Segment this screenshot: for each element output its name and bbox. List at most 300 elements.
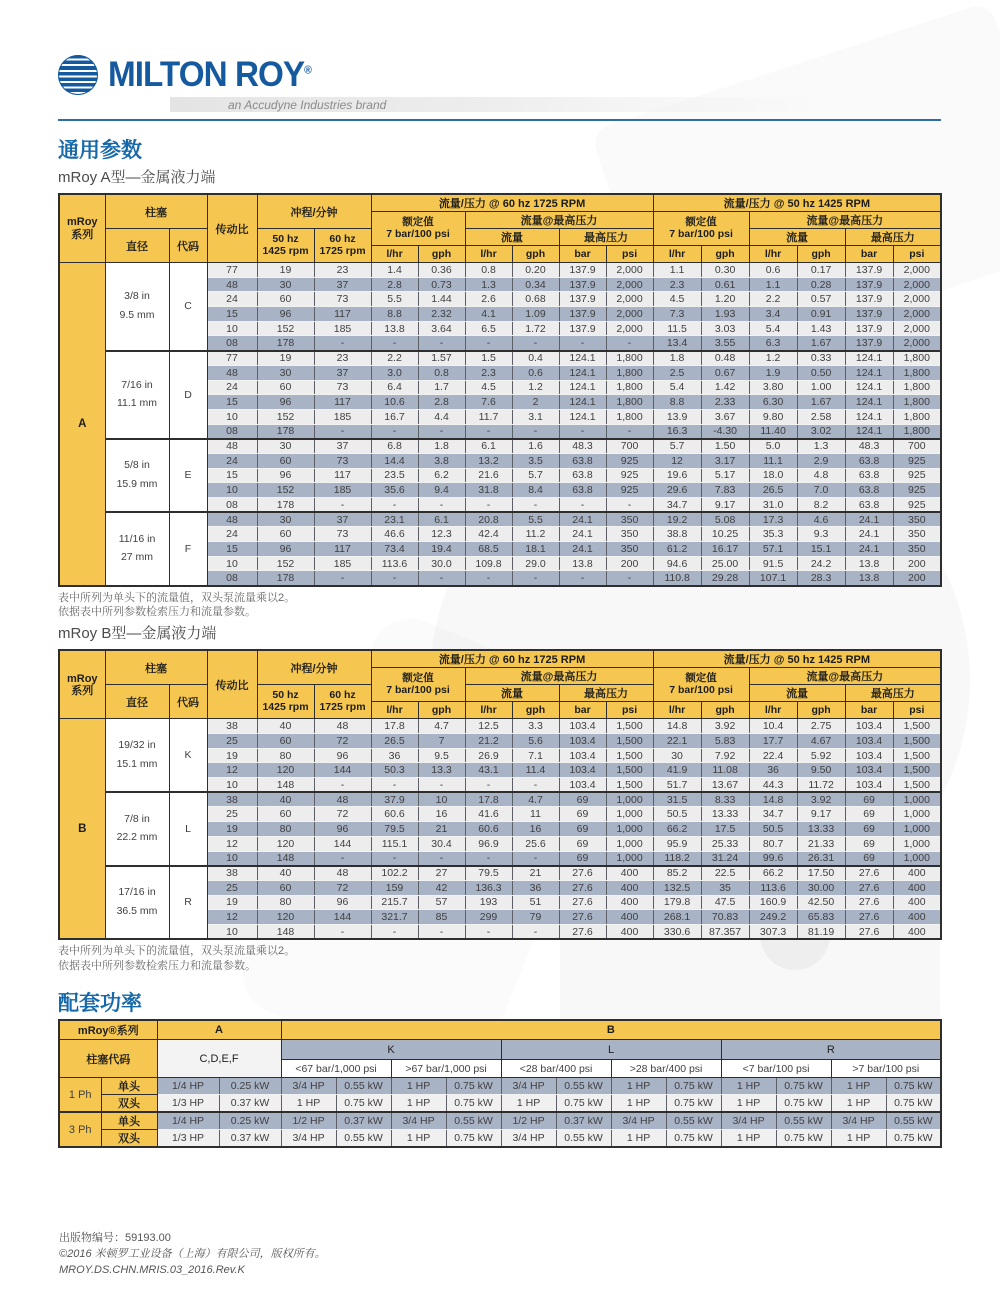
spec-data-cell: 12 bbox=[207, 910, 257, 925]
spec-data-cell: 178 bbox=[257, 571, 314, 586]
col-header-rated-value: 额定值 7 bar/100 psi bbox=[653, 212, 749, 246]
spec-data-cell: 3.5 bbox=[512, 453, 559, 468]
col-header-strokes-per-minute: 冲程/分钟 bbox=[257, 650, 371, 685]
spec-data-cell: 0.61 bbox=[701, 277, 749, 292]
spec-data-cell: 30.4 bbox=[418, 836, 465, 851]
spec-data-cell: 26.5 bbox=[749, 483, 797, 498]
power-data-cell: 0.25 kW bbox=[219, 1078, 281, 1095]
spec-data-cell: 103.4 bbox=[559, 763, 606, 778]
spec-data-cell: 27.6 bbox=[845, 866, 893, 881]
spec-data-cell: 152 bbox=[257, 409, 314, 424]
head-type-cell: 单头 bbox=[101, 1112, 157, 1130]
spec-data-cell: 63.8 bbox=[559, 483, 606, 498]
spec-data-cell: - bbox=[465, 498, 512, 513]
spec-data-cell: 10 bbox=[418, 792, 465, 807]
col-header-flow-at-max-pressure: 流量@最高压力 bbox=[465, 668, 653, 685]
spec-data-cell: 51.7 bbox=[653, 778, 701, 793]
spec-data-cell: 1.72 bbox=[512, 321, 559, 336]
col-header-max-pressure: 最高压力 bbox=[559, 229, 653, 246]
spec-data-cell: 0.4 bbox=[512, 351, 559, 366]
spec-data-cell: 1.57 bbox=[418, 351, 465, 366]
col-header-ratio: 传动比 bbox=[207, 650, 257, 719]
spec-data-cell: 69 bbox=[845, 851, 893, 866]
spec-data-cell: 24.1 bbox=[559, 512, 606, 527]
col-header-unit: l/hr bbox=[653, 246, 701, 263]
spec-data-cell: 14.4 bbox=[371, 453, 418, 468]
spec-data-cell: - bbox=[606, 498, 653, 513]
power-table-row bbox=[59, 1112, 941, 1130]
col-header-unit: psi bbox=[893, 246, 941, 263]
spec-data-cell: 1.44 bbox=[418, 292, 465, 307]
spec-data-cell: 3.80 bbox=[749, 380, 797, 395]
col-header-max-pressure: 最高压力 bbox=[845, 685, 941, 702]
spec-data-cell: - bbox=[559, 336, 606, 351]
spec-data-cell: 19 bbox=[207, 748, 257, 763]
spec-data-cell: 6.8 bbox=[371, 439, 418, 454]
spec-data-cell: 200 bbox=[606, 556, 653, 571]
spec-data-cell: 13.8 bbox=[559, 556, 606, 571]
spec-data-cell: 1,800 bbox=[606, 395, 653, 410]
spec-data-cell: 400 bbox=[606, 924, 653, 939]
spec-data-cell: 38 bbox=[207, 792, 257, 807]
footnote-line: 依据表中所列参数检索压力和流量参数。 bbox=[58, 959, 256, 972]
col-header-unit: l/hr bbox=[465, 702, 512, 719]
spec-data-cell: 66.2 bbox=[749, 866, 797, 881]
mroy-a-spec-table bbox=[58, 193, 942, 587]
spec-data-cell: 13.33 bbox=[797, 822, 845, 837]
spec-data-cell: 2,000 bbox=[606, 263, 653, 278]
col-header-rated-value: 额定值 7 bar/100 psi bbox=[371, 668, 465, 702]
spec-data-cell: 117 bbox=[314, 468, 371, 483]
power-header-series: mRoy®系列 bbox=[59, 1020, 157, 1040]
spec-data-cell: 12.3 bbox=[418, 527, 465, 542]
plunger-diameter-cell: 5/8 in 15.9 mm bbox=[105, 439, 169, 512]
spec-data-cell: - bbox=[371, 924, 418, 939]
spec-data-cell: 0.48 bbox=[701, 351, 749, 366]
spec-data-cell: 148 bbox=[257, 851, 314, 866]
spec-data-cell: 27.6 bbox=[559, 910, 606, 925]
spec-data-cell: 26.31 bbox=[797, 851, 845, 866]
spec-data-cell: 8.2 bbox=[797, 498, 845, 513]
spec-data-cell: 7.3 bbox=[653, 307, 701, 322]
spec-data-cell: 29.0 bbox=[512, 556, 559, 571]
spec-data-cell: 1.4 bbox=[371, 263, 418, 278]
registered-mark: ® bbox=[304, 64, 311, 77]
power-data-cell: 0.75 kW bbox=[666, 1130, 721, 1148]
spec-data-cell: 48 bbox=[207, 512, 257, 527]
col-header-rated-value: 额定值 7 bar/100 psi bbox=[371, 212, 465, 246]
power-data-cell: 1 HP bbox=[281, 1095, 336, 1113]
spec-data-cell: 185 bbox=[314, 556, 371, 571]
spec-data-cell: 27.6 bbox=[845, 880, 893, 895]
col-header-unit: gph bbox=[418, 702, 465, 719]
spec-data-cell: 41.6 bbox=[465, 807, 512, 822]
power-header-pressure-range: >67 bar/1,000 psi bbox=[391, 1060, 501, 1078]
spec-data-cell: 27.6 bbox=[845, 910, 893, 925]
spec-data-cell: 7.92 bbox=[701, 748, 749, 763]
spec-data-cell: - bbox=[314, 424, 371, 439]
spec-data-cell: 1,800 bbox=[606, 351, 653, 366]
spec-data-cell: 1.6 bbox=[512, 439, 559, 454]
spec-data-cell: 330.6 bbox=[653, 924, 701, 939]
spec-data-cell: 6.5 bbox=[465, 321, 512, 336]
spec-data-cell: 1,800 bbox=[893, 409, 941, 424]
spec-data-cell: - bbox=[314, 498, 371, 513]
spec-data-cell: 400 bbox=[606, 895, 653, 910]
spec-data-cell: 1,800 bbox=[893, 424, 941, 439]
spec-data-cell: 1,000 bbox=[893, 807, 941, 822]
spec-data-cell: - bbox=[314, 778, 371, 793]
spec-data-cell: 0.8 bbox=[418, 365, 465, 380]
spec-data-cell: - bbox=[465, 336, 512, 351]
col-header-flow: 流量 bbox=[465, 685, 559, 702]
spec-data-cell: 16.17 bbox=[701, 542, 749, 557]
col-header-code: 代码 bbox=[169, 685, 207, 719]
spec-data-cell: 1.00 bbox=[797, 380, 845, 395]
col-header-series: mRoy 系列 bbox=[59, 650, 105, 719]
col-header-rated-value: 额定值 7 bar/100 psi bbox=[653, 668, 749, 702]
spec-data-cell: 15 bbox=[207, 395, 257, 410]
spec-data-cell: 6.2 bbox=[418, 468, 465, 483]
spec-data-cell: 159 bbox=[371, 880, 418, 895]
spec-data-cell: 10.4 bbox=[749, 719, 797, 734]
spec-data-cell: 23 bbox=[314, 263, 371, 278]
spec-data-cell: 96.9 bbox=[465, 836, 512, 851]
spec-data-cell: - bbox=[512, 336, 559, 351]
spec-data-cell: 72 bbox=[314, 880, 371, 895]
spec-data-cell: - bbox=[606, 571, 653, 586]
spec-table-row bbox=[59, 512, 941, 527]
spec-data-cell: 47.5 bbox=[701, 895, 749, 910]
power-header-pressure-range: <7 bar/100 psi bbox=[721, 1060, 831, 1078]
spec-data-cell: 30.00 bbox=[797, 880, 845, 895]
power-header-codes-cdef: C,D,E,F bbox=[157, 1040, 281, 1078]
spec-data-cell: 124.1 bbox=[845, 351, 893, 366]
spec-data-cell: 28.3 bbox=[797, 571, 845, 586]
spec-data-cell: - bbox=[559, 571, 606, 586]
spec-data-cell: 11.7 bbox=[465, 409, 512, 424]
spec-data-cell: 8.8 bbox=[653, 395, 701, 410]
spec-data-cell: 1,500 bbox=[606, 763, 653, 778]
spec-data-cell: 91.5 bbox=[749, 556, 797, 571]
spec-data-cell: 30 bbox=[257, 439, 314, 454]
plunger-diameter-cell: 17/16 in 36.5 mm bbox=[105, 866, 169, 939]
spec-data-cell: 30 bbox=[257, 512, 314, 527]
spec-data-cell: 66.2 bbox=[653, 822, 701, 837]
series-cell: B bbox=[59, 719, 105, 939]
spec-data-cell: 2,000 bbox=[893, 292, 941, 307]
spec-data-cell: 48 bbox=[314, 866, 371, 881]
spec-data-cell: 24 bbox=[207, 292, 257, 307]
spec-data-cell: 103.4 bbox=[845, 719, 893, 734]
spec-data-cell: 137.9 bbox=[845, 321, 893, 336]
spec-data-cell: 350 bbox=[606, 527, 653, 542]
spec-data-cell: 132.5 bbox=[653, 880, 701, 895]
spec-data-cell: 120 bbox=[257, 836, 314, 851]
power-header-code-r: R bbox=[721, 1040, 941, 1060]
spec-data-cell: 2.8 bbox=[371, 277, 418, 292]
spec-data-cell: 19.4 bbox=[418, 542, 465, 557]
spec-data-cell: 65.83 bbox=[797, 910, 845, 925]
spec-data-cell: 2 bbox=[512, 395, 559, 410]
spec-data-cell: 60.6 bbox=[371, 807, 418, 822]
spec-data-cell: 21.33 bbox=[797, 836, 845, 851]
spec-data-cell: 14.8 bbox=[749, 792, 797, 807]
col-header-unit: gph bbox=[418, 246, 465, 263]
spec-data-cell: 1.42 bbox=[701, 380, 749, 395]
spec-data-cell: - bbox=[606, 336, 653, 351]
spec-data-cell: - bbox=[418, 336, 465, 351]
spec-data-cell: 48 bbox=[207, 277, 257, 292]
spec-data-cell: 68.5 bbox=[465, 542, 512, 557]
spec-data-cell: 117 bbox=[314, 395, 371, 410]
spec-data-cell: 46.6 bbox=[371, 527, 418, 542]
spec-data-cell: 77 bbox=[207, 351, 257, 366]
col-header-max-pressure: 最高压力 bbox=[845, 229, 941, 246]
spec-data-cell: 13.8 bbox=[845, 556, 893, 571]
spec-data-cell: 925 bbox=[893, 498, 941, 513]
power-data-cell: 0.75 kW bbox=[886, 1078, 941, 1095]
spec-data-cell: 9.80 bbox=[749, 409, 797, 424]
spec-data-cell: 9.17 bbox=[701, 498, 749, 513]
spec-data-cell: 9.5 bbox=[418, 748, 465, 763]
spec-data-cell: 120 bbox=[257, 763, 314, 778]
spec-data-cell: 19.6 bbox=[653, 468, 701, 483]
plunger-code-cell: R bbox=[169, 866, 207, 939]
spec-data-cell: - bbox=[314, 924, 371, 939]
spec-data-cell: 69 bbox=[845, 822, 893, 837]
spec-data-cell: 350 bbox=[893, 542, 941, 557]
col-header-50hz-rpm: 50 hz 1425 rpm bbox=[257, 229, 314, 263]
spec-data-cell: 5.6 bbox=[512, 734, 559, 749]
spec-data-cell: 117 bbox=[314, 307, 371, 322]
spec-data-cell: 124.1 bbox=[559, 395, 606, 410]
spec-data-cell: 94.6 bbox=[653, 556, 701, 571]
spec-data-cell: 137.9 bbox=[559, 307, 606, 322]
spec-data-cell: - bbox=[371, 778, 418, 793]
spec-data-cell: 2,000 bbox=[893, 307, 941, 322]
spec-data-cell: 10 bbox=[207, 556, 257, 571]
col-header-unit: bar bbox=[845, 246, 893, 263]
spec-data-cell: 80.7 bbox=[749, 836, 797, 851]
spec-data-cell: 185 bbox=[314, 483, 371, 498]
spec-data-cell: 268.1 bbox=[653, 910, 701, 925]
spec-data-cell: 2.5 bbox=[653, 365, 701, 380]
spec-data-cell: 27.6 bbox=[559, 895, 606, 910]
phase-cell: 1 Ph bbox=[59, 1078, 101, 1113]
spec-data-cell: 50.3 bbox=[371, 763, 418, 778]
spec-data-cell: 4.6 bbox=[797, 512, 845, 527]
spec-data-cell: 2.75 bbox=[797, 719, 845, 734]
spec-data-cell: 1.7 bbox=[418, 380, 465, 395]
power-header-pressure-range: <28 bar/400 psi bbox=[501, 1060, 611, 1078]
spec-data-cell: 1.3 bbox=[465, 277, 512, 292]
spec-data-cell: 6.4 bbox=[371, 380, 418, 395]
spec-data-cell: 124.1 bbox=[845, 424, 893, 439]
power-header-pressure-range: >7 bar/100 psi bbox=[831, 1060, 941, 1078]
spec-data-cell: 0.28 bbox=[797, 277, 845, 292]
plunger-code-cell: E bbox=[169, 439, 207, 512]
power-data-cell: 1 HP bbox=[721, 1130, 776, 1148]
spec-data-cell: - bbox=[465, 924, 512, 939]
spec-data-cell: 3.92 bbox=[701, 719, 749, 734]
spec-data-cell: 08 bbox=[207, 498, 257, 513]
spec-data-cell: 1.2 bbox=[749, 351, 797, 366]
spec-data-cell: 2.58 bbox=[797, 409, 845, 424]
spec-data-cell: 1,500 bbox=[606, 778, 653, 793]
col-header-unit: gph bbox=[701, 246, 749, 263]
spec-data-cell: 152 bbox=[257, 556, 314, 571]
spec-data-cell: 103.4 bbox=[845, 734, 893, 749]
spec-table-row bbox=[59, 351, 941, 366]
spec-data-cell: 35.3 bbox=[749, 527, 797, 542]
spec-data-cell: 29.6 bbox=[653, 483, 701, 498]
spec-data-cell: 24.2 bbox=[797, 556, 845, 571]
spec-data-cell: 925 bbox=[893, 468, 941, 483]
spec-data-cell: - bbox=[371, 571, 418, 586]
spec-data-cell: 48 bbox=[314, 719, 371, 734]
col-header-code: 代码 bbox=[169, 229, 207, 263]
col-header-unit: gph bbox=[797, 246, 845, 263]
spec-data-cell: 63.8 bbox=[845, 453, 893, 468]
power-header-pressure-range: <67 bar/1,000 psi bbox=[281, 1060, 391, 1078]
spec-data-cell: 15.1 bbox=[797, 542, 845, 557]
spec-data-cell: 8.33 bbox=[701, 792, 749, 807]
spec-data-cell: 2,000 bbox=[893, 321, 941, 336]
spec-data-cell: 80 bbox=[257, 748, 314, 763]
spec-data-cell: 2,000 bbox=[606, 277, 653, 292]
col-header-60hz-band: 流量/压力 @ 60 hz 1725 RPM bbox=[371, 194, 653, 212]
spec-data-cell: - bbox=[314, 851, 371, 866]
spec-data-cell: 35 bbox=[701, 880, 749, 895]
spec-data-cell: 27.6 bbox=[559, 880, 606, 895]
spec-data-cell: 1,500 bbox=[893, 719, 941, 734]
spec-data-cell: 5.0 bbox=[749, 439, 797, 454]
spec-data-cell: - bbox=[418, 924, 465, 939]
spec-data-cell: 60 bbox=[257, 453, 314, 468]
power-data-cell: 0.75 kW bbox=[776, 1078, 831, 1095]
spec-data-cell: 96 bbox=[257, 395, 314, 410]
power-matching-table bbox=[58, 1019, 942, 1149]
power-data-cell: 1 HP bbox=[831, 1130, 886, 1148]
spec-data-cell: 13.33 bbox=[701, 807, 749, 822]
spec-data-cell: 37 bbox=[314, 512, 371, 527]
spec-data-cell: 1.67 bbox=[797, 395, 845, 410]
spec-data-cell: 48 bbox=[314, 792, 371, 807]
spec-data-cell: 2.2 bbox=[749, 292, 797, 307]
col-header-diameter: 直径 bbox=[105, 685, 169, 719]
spec-data-cell: 400 bbox=[606, 866, 653, 881]
spec-data-cell: 10 bbox=[207, 924, 257, 939]
spec-data-cell: 137.9 bbox=[845, 263, 893, 278]
spec-data-cell: 4.67 bbox=[797, 734, 845, 749]
spec-data-cell: 1,800 bbox=[893, 365, 941, 380]
spec-data-cell: 23.1 bbox=[371, 512, 418, 527]
spec-data-cell: 1.8 bbox=[418, 439, 465, 454]
spec-data-cell: 8.4 bbox=[512, 483, 559, 498]
spec-data-cell: 44.3 bbox=[749, 778, 797, 793]
spec-data-cell: 73 bbox=[314, 527, 371, 542]
spec-data-cell: 41.9 bbox=[653, 763, 701, 778]
power-data-cell: 0.55 kW bbox=[446, 1112, 501, 1130]
power-data-cell: 0.55 kW bbox=[776, 1112, 831, 1130]
spec-data-cell: 96 bbox=[314, 822, 371, 837]
spec-data-cell: 103.4 bbox=[559, 734, 606, 749]
spec-data-cell: 3.55 bbox=[701, 336, 749, 351]
spec-data-cell: 113.6 bbox=[749, 880, 797, 895]
spec-data-cell: 16.3 bbox=[653, 424, 701, 439]
spec-data-cell: 69 bbox=[845, 836, 893, 851]
col-header-series: mRoy 系列 bbox=[59, 194, 105, 263]
spec-data-cell: 2,000 bbox=[893, 277, 941, 292]
spec-data-cell: 27 bbox=[418, 866, 465, 881]
power-data-cell: 0.75 kW bbox=[446, 1095, 501, 1113]
spec-data-cell: 08 bbox=[207, 336, 257, 351]
spec-data-cell: 3.03 bbox=[701, 321, 749, 336]
spec-data-cell: - bbox=[371, 424, 418, 439]
spec-data-cell: 6.30 bbox=[749, 395, 797, 410]
spec-data-cell: 24 bbox=[207, 380, 257, 395]
spec-data-cell: - bbox=[418, 498, 465, 513]
spec-data-cell: 118.2 bbox=[653, 851, 701, 866]
spec-data-cell: 21.2 bbox=[465, 734, 512, 749]
spec-data-cell: 137.9 bbox=[559, 321, 606, 336]
spec-data-cell: 73 bbox=[314, 292, 371, 307]
spec-data-cell: 1,000 bbox=[606, 851, 653, 866]
spec-data-cell: 144 bbox=[314, 763, 371, 778]
col-header-plunger: 柱塞 bbox=[105, 194, 207, 229]
spec-data-cell: 2.32 bbox=[418, 307, 465, 322]
col-header-unit: bar bbox=[845, 702, 893, 719]
spec-data-cell: 60.6 bbox=[465, 822, 512, 837]
spec-data-cell: 152 bbox=[257, 321, 314, 336]
spec-data-cell: 137.9 bbox=[845, 292, 893, 307]
spec-data-cell: 400 bbox=[893, 880, 941, 895]
spec-data-cell: 48 bbox=[207, 365, 257, 380]
spec-data-cell: 24.1 bbox=[845, 527, 893, 542]
page-header bbox=[58, 53, 941, 121]
spec-data-cell: - bbox=[418, 778, 465, 793]
power-data-cell: 1 HP bbox=[611, 1078, 666, 1095]
power-data-cell: 1/4 HP bbox=[157, 1112, 219, 1130]
spec-data-cell: 11.08 bbox=[701, 763, 749, 778]
spec-data-cell: 1.50 bbox=[701, 439, 749, 454]
spec-data-cell: 700 bbox=[606, 439, 653, 454]
spec-data-cell: 925 bbox=[893, 453, 941, 468]
spec-data-cell: 0.6 bbox=[749, 263, 797, 278]
spec-data-cell: 51 bbox=[512, 895, 559, 910]
brand-name: MILTON ROY® bbox=[108, 55, 311, 94]
col-header-flow: 流量 bbox=[465, 229, 559, 246]
col-header-diameter: 直径 bbox=[105, 229, 169, 263]
spec-data-cell: 2.8 bbox=[418, 395, 465, 410]
spec-data-cell: 22.5 bbox=[701, 866, 749, 881]
spec-data-cell: 179.8 bbox=[653, 895, 701, 910]
col-header-flow-at-max-pressure: 流量@最高压力 bbox=[749, 212, 941, 229]
spec-data-cell: 5.7 bbox=[512, 468, 559, 483]
spec-data-cell: 13.2 bbox=[465, 453, 512, 468]
power-data-cell: 3/4 HP bbox=[721, 1112, 776, 1130]
power-data-cell: 0.75 kW bbox=[446, 1078, 501, 1095]
power-data-cell: 3/4 HP bbox=[831, 1112, 886, 1130]
spec-data-cell: 9.17 bbox=[797, 807, 845, 822]
spec-data-cell: 57 bbox=[418, 895, 465, 910]
col-header-50hz-band: 流量/压力 @ 50 hz 1425 RPM bbox=[653, 194, 941, 212]
spec-data-cell: 103.4 bbox=[845, 778, 893, 793]
spec-data-cell: 10 bbox=[207, 778, 257, 793]
spec-data-cell: 152 bbox=[257, 483, 314, 498]
spec-data-cell: 1,800 bbox=[606, 380, 653, 395]
